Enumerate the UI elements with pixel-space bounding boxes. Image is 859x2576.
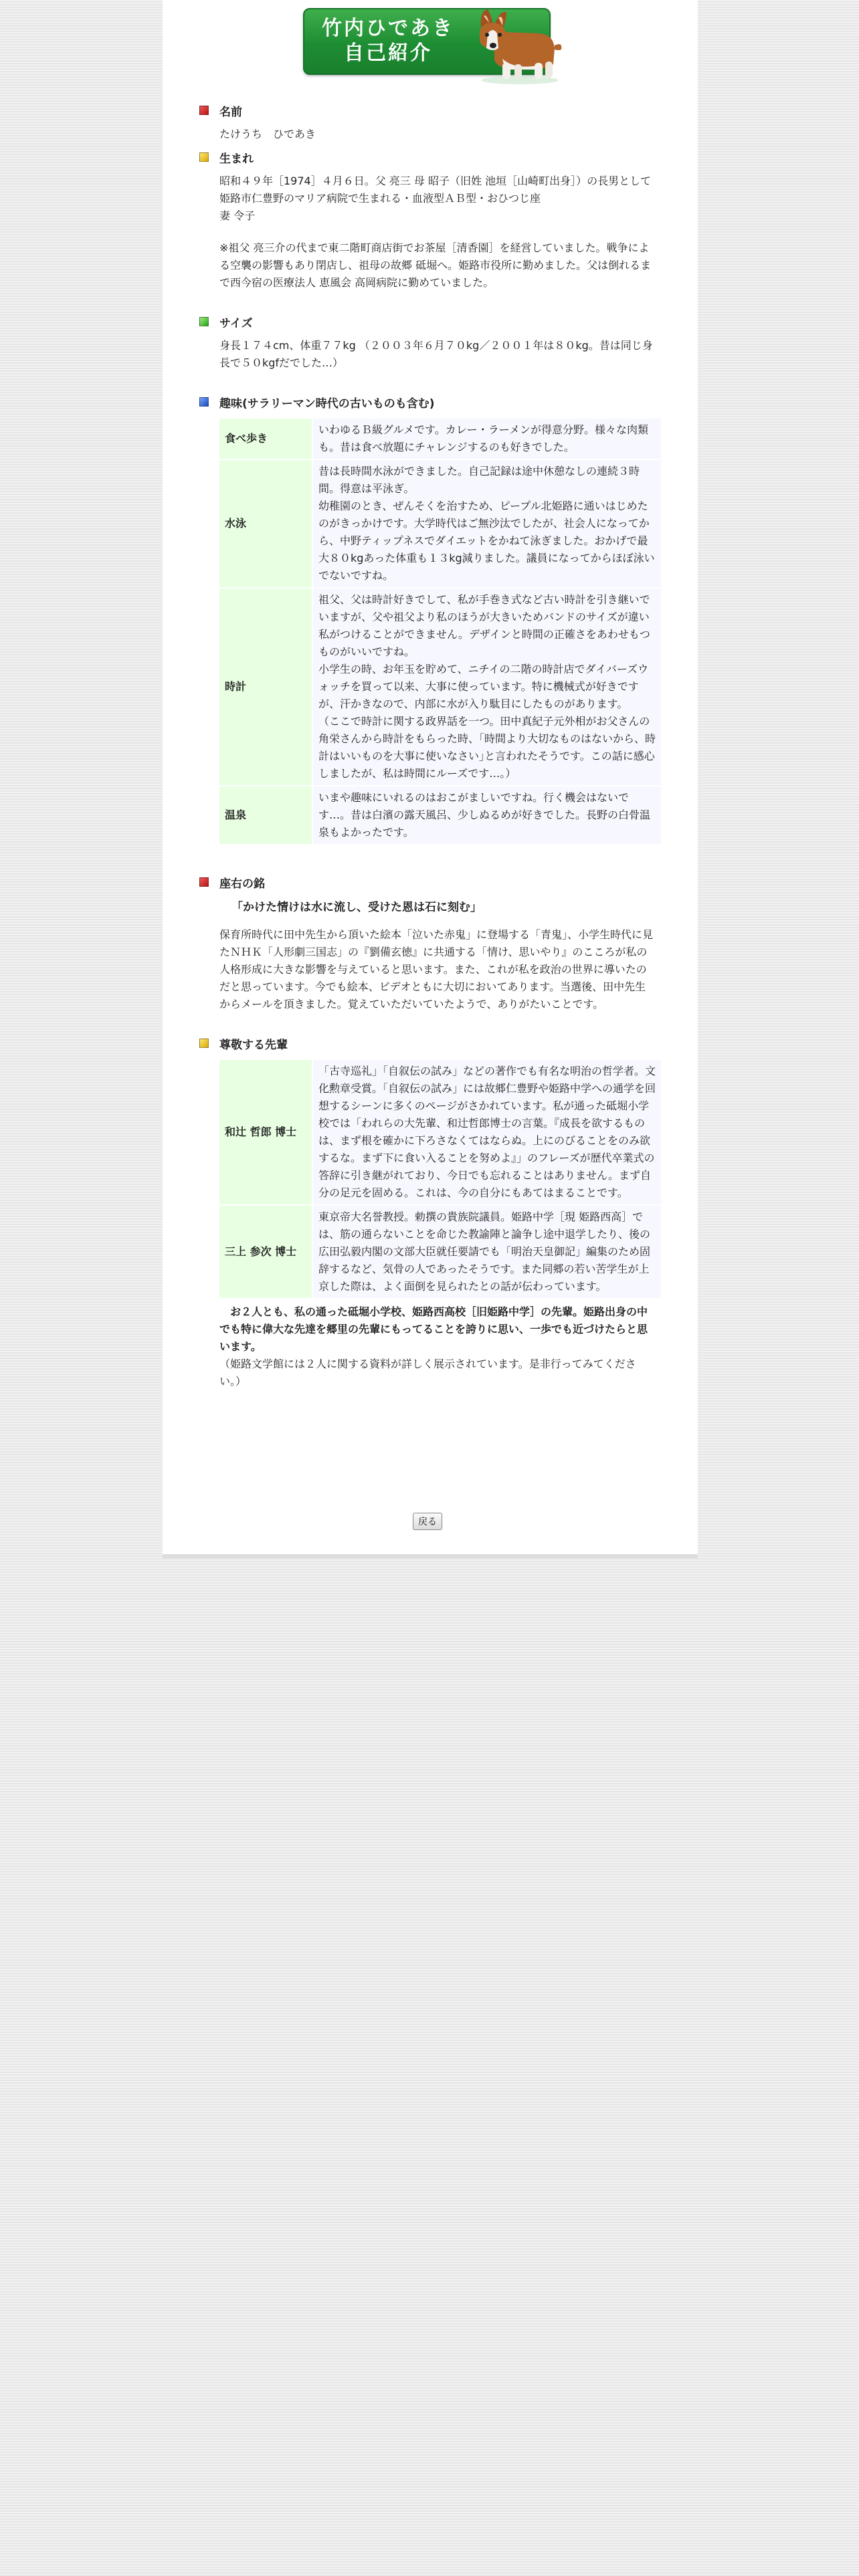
section-seniors [199,1033,661,1390]
hobby-table [218,417,662,845]
section-title-size: サイズ [219,316,253,330]
section-title-hobby: 趣味(サラリーマン時代の古いものも含む) [219,397,435,411]
motto-text: 保育所時代に田中先生から頂いた絵本「泣いた赤鬼」に登場する「青鬼」、小学生時代に見たＮＨＫ「人形劇三国志」の『劉備玄徳』に共通する「情け、思いやり』のこころが私の人格形成に大きな影響を与えていると思います。また、これが私を政治の世界に導いたのだと思っています。今でも絵本、ビデオともに大切においてあります。当選後、田中先生からメールを頂きました。覚えていただいていたようで、ありがたいことです。 [219,928,654,1010]
birth-line-3: 妻 令子 [219,209,256,222]
birth-line-1: 昭和４９年［1974］４月６日。父 亮三 母 昭子（旧姓 池垣［山崎町出身］）の長男として [219,175,652,187]
hobby-value: いまや趣味にいれるのはおこがましいですね。行く機会はないです…。昔は白濱の露天風呂、少しぬるめが好きでした。長野の白骨温泉もよかったです。 [313,786,661,844]
section-hobby [199,392,661,845]
hobby-value: いわゆるＢ級グルメです。カレー・ラーメンが得意分野。様々な肉類も。昔は食べ放題にチャレンジするのも好きでした。 [313,419,661,459]
name-value: たけうち ひであき [219,128,316,140]
page-bottom-edge [163,1554,698,1558]
birth-line-2: 姫路市仁豊野のマリア病院で生まれる・血液型ＡＢ型・おひつじ座 [219,192,541,205]
back-button[interactable]: 戻る [413,1513,442,1530]
section-title-motto: 座右の銘 [219,877,265,891]
section-title-name: 名前 [219,105,242,119]
section-size [199,312,661,372]
section-title-birth: 生まれ [219,152,254,166]
table-row [219,460,661,587]
blue-square-icon [199,397,209,407]
content-area [199,100,661,1390]
table-row [219,419,661,459]
table-row [219,1206,661,1298]
hobby-key: 温泉 [219,786,312,844]
size-text: 身長１７４cm、体重７７kg （２００３年６月７０kg／２００１年は８０kg。昔は同じ身長で５０kgfだでした…） [219,339,653,369]
banner-title: 竹内ひであき [322,17,454,40]
senior-description: 「古寺巡礼」「自叙伝の試み」などの著作でも有名な明治の哲学者。文化勲章受賞。「自叙伝の試み」には故郷仁豊野や姫路中学への通学を回想するシーンに多くのページがさかれています。私が通った砥堀小学校では「われらの大先輩、和辻哲郎博士の言葉。『成長を欲するものは、まず根を確かに下ろさなくてはならぬ。上にのびることをのみ欲するな。まず下に食い入ることを努めよ』」のフレーズが歴代卒業式の答辞に引き継がれており、今日でも忘れることはありません。まず自分の足元を固める。これは、今の自分にもあてはまることです。 [313,1060,661,1204]
hobby-key: 水泳 [219,460,312,587]
table-row [219,786,661,844]
table-row [219,588,661,785]
section-name [199,100,661,143]
hobby-value: 祖父、父は時計好きでして、私が手巻き式など古い時計を引き継いでいますが、父や祖父より私のほうが大きいためバンドのサイズが違い私がつけることができません。デザインと時間の正確さをあわせもつものがいいですね。 小学生の時、お年玉を貯めて、ニチイの二階の時計店でダイバーズウォッチを買って以来、大事に使っています。特に機械式が好きですが、汗かきなので、内部に水が入り駄目にしたものがあります。 （ここで時計に関する政界話を一つ。田中真紀子元外相がお父さんの角栄さんから時計をもらった時、｢時間より大切なものはないから、時計はいいものを大事に使いなさい｣と言われたそうです。この話に感心しましたが、私は時間にルーズです…。） [313,588,661,785]
green-square-icon [199,317,209,326]
hobby-key: 時計 [219,588,312,785]
section-title-seniors: 尊敬する先輩 [219,1038,288,1052]
hobby-value: 昔は長時間水泳ができました。自己記録は途中休憩なしの連続３時間。得意は平泳ぎ。 幼稚園のとき、ぜんそくを治すため、ピープル北姫路に通いはじめたのがきっかけです。大学時代はご無沙汰でしたが、社会人になってから、中野ティップネスでダイエットをかねて泳ぎました。おかげで最大８０kgあった体重も１３kg減りました。議員になってからほぼ泳いでないですね。 [313,460,661,587]
hobby-key: 食べ歩き [219,419,312,459]
page-container [163,0,698,1558]
banner-subtitle: 自己紹介 [344,41,432,65]
senior-name: 三上 参次 博士 [219,1206,312,1298]
motto-phrase: 「かけた情けは水に流し、受けた恩は石に刻む」 [231,901,482,914]
yellow-square-icon [199,1039,209,1048]
seniors-note: （姫路文学館には２人に関する資料が詳しく展示されています。是非行ってみてください。） [219,1358,636,1388]
senior-description: 東京帝大名誉教授。勅撰の貴族院議員。姫路中学［現 姫路西高］では、筋の通らないことを命じた教諭陣と論争し途中退学したり、後の広田弘毅内閣の文部大臣就任要請でも「明治天皇御記」編集のため固辞するなど、気骨の人であったそうです。また同郷の若い苦学生が上京した際は、よく面倒を見られたとの話が伝わっています。 [313,1206,661,1298]
senior-name: 和辻 哲郎 博士 [219,1060,312,1204]
yellow-square-icon [199,152,209,162]
red-square-icon [199,106,209,115]
seniors-note-bold: お２人とも、私の通った砥堀小学校、姫路西高校［旧姫路中学］の先輩。姫路出身の中でも特に偉大な先達を郷里の先輩にもってることを誇りに思い、一歩でも近づけたらと思います。 [219,1305,648,1353]
seniors-table [218,1059,662,1299]
birth-note: ※祖父 亮三介の代まで東二階町商店街でお茶屋［清香園］を経営していました。戦争による空襲の影響もあり閉店し、祖母の故郷 砥堀へ。姫路市役所に勤めました。父は倒れるまで西今宿の医療法人 恵風会 高岡病院に勤めていました。 [219,241,652,289]
corgi-dog-illustration [468,7,568,86]
red-square-icon [199,877,209,887]
section-birth [199,147,661,292]
table-row [219,1060,661,1204]
section-motto [199,872,661,1013]
